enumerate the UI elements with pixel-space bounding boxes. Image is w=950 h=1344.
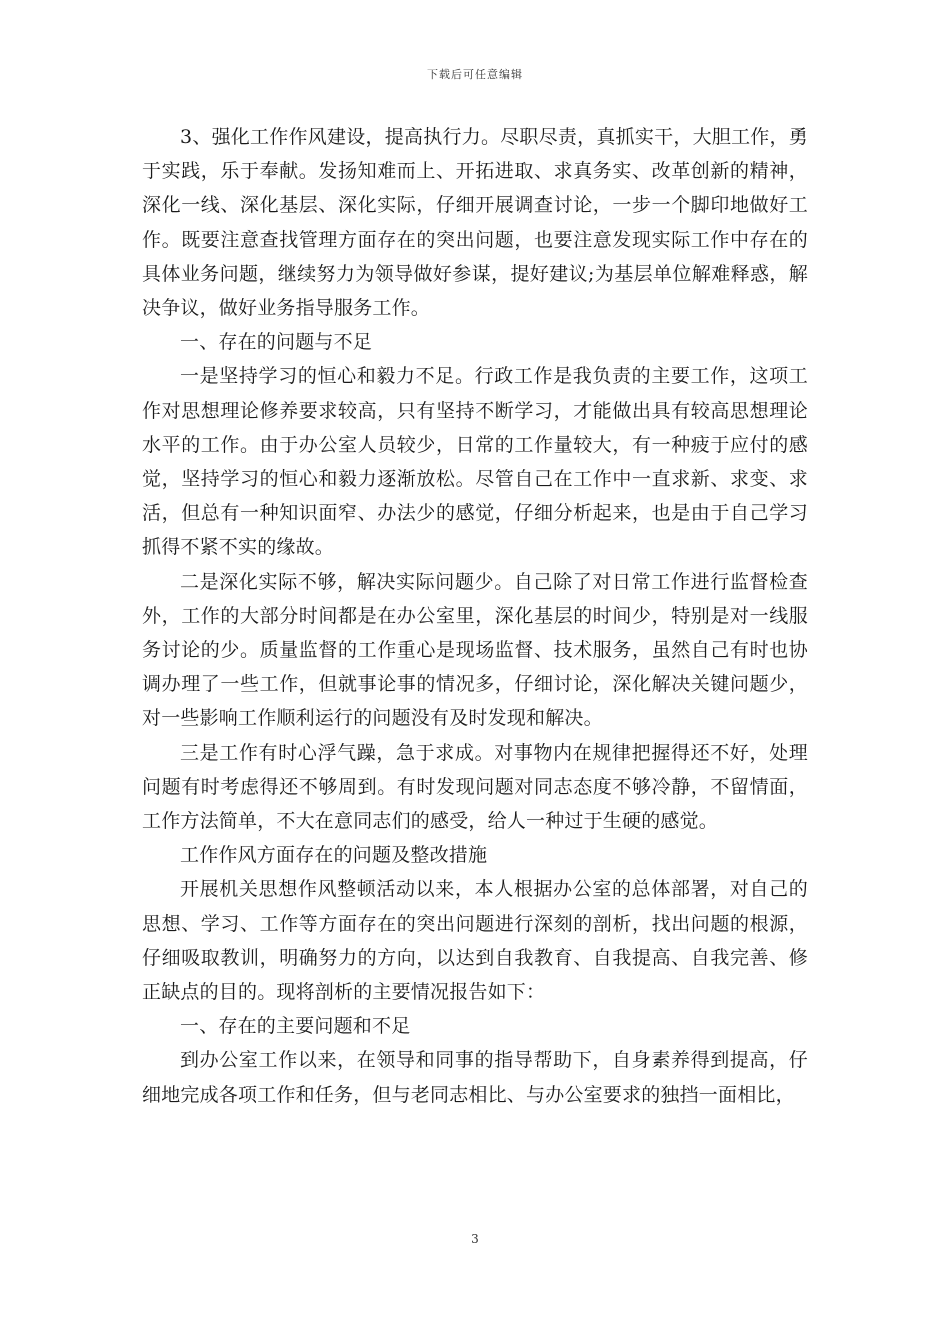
section-title-rectification: 工作作风方面存在的问题及整改措施 <box>180 844 488 867</box>
section-heading-main-problems: 一、存在的主要问题和不足 <box>180 1015 411 1038</box>
page-number: 3 <box>471 1232 479 1246</box>
page-header: 下载后可任意编辑 <box>427 68 523 81</box>
paragraph-problem-one: 一是坚持学习的恒心和毅力不足。行政工作是我负责的主要工作，这项工作对思想理论修养要求较高，只有坚持不断学习，才能做出具有较高思想理论水平的工作。由于办公室人员较少，日常的工作量较大，有一种疲于应付的感觉，坚持学习的恒心和毅力逐渐放松。尽管自己在工作中一直求新、求变、求活，但总有一种知识面窄、办法少的感觉，仔细分析起来，也是由于自己学习抓得不紧不实的缘故。 <box>142 365 808 559</box>
paragraph-intro: 开展机关思想作风整顿活动以来，本人根据办公室的总体部署，对自己的思想、学习、工作等方面存在的突出问题进行深刻的剖析，找出问题的根源，仔细吸取教训，明确努力的方向，以达到自我教育、自我提高、自我完善、修正缺点的目的。现将剖析的主要情况报告如下： <box>142 878 808 1004</box>
paragraph-work-style: 3、强化工作作风建设，提高执行力。尽职尽责，真抓实干，大胆工作，勇于实践，乐于奉献。发扬知难而上、开拓进取、求真务实、改革创新的精神，深化一线、深化基层、深化实际，仔细开展调查讨论，一步一个脚印地做好工作。既要注意查找管理方面存在的突出问题，也要注意发现实际工作中存在的具体业务问题，继续努力为领导做好参谋，提好建议;为基层单位解难释惑，解决争议，做好业务指导服务工作。 <box>142 126 808 320</box>
paragraph-problem-three: 三是工作有时心浮气躁，急于求成。对事物内在规律把握得还不好，处理问题有时考虑得还不够周到。有时发现问题对同志态度不够冷静，不留情面，工作方法简单，不大在意同志们的感受，给人一种过于生硬的感觉。 <box>142 741 808 833</box>
paragraph-problem-two: 二是深化实际不够，解决实际问题少。自己除了对日常工作进行监督检查外，工作的大部分时间都是在办公室里，深化基层的时间少，特别是对一线服务讨论的少。质量监督的工作重心是现场监督、技术服务，虽然自己有时也协调办理了一些工作，但就事论事的情况多，仔细讨论，深化解决关键问题少，对一些影响工作顺利运行的问题没有及时发现和解决。 <box>142 570 808 730</box>
document-body <box>142 120 808 1112</box>
section-heading-problems: 一、存在的问题与不足 <box>180 331 373 354</box>
paragraph-office-work: 到办公室工作以来，在领导和同事的指导帮助下，自身素养得到提高，仔细地完成各项工作和任务，但与老同志相比、与办公室要求的独挡一面相比， <box>142 1049 808 1106</box>
